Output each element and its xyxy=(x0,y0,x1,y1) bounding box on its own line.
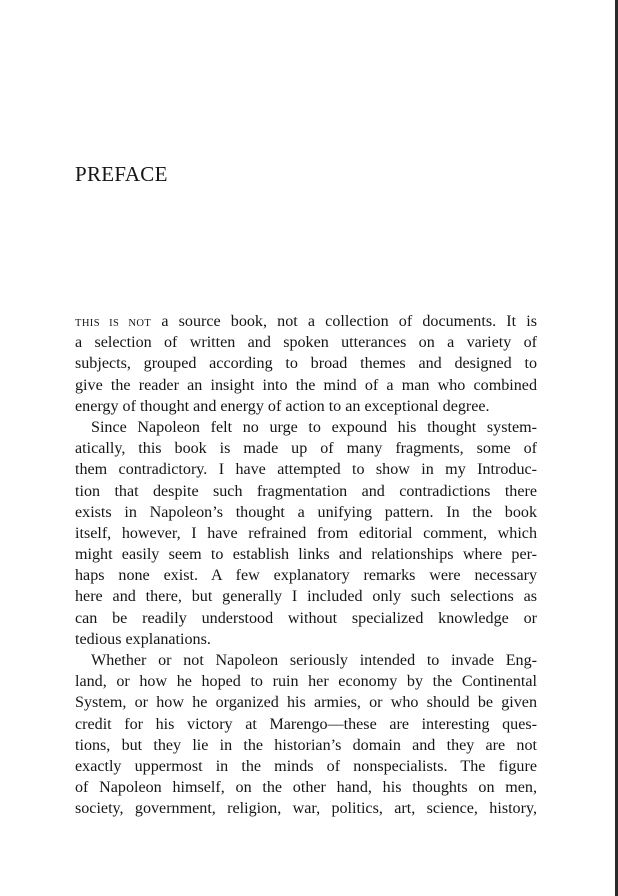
text-line: System, or how he organized his armies, or who should be given xyxy=(75,694,537,712)
preface-body xyxy=(75,311,537,820)
text-line: exists in Napoleon’s thought a unifying pattern. In the book xyxy=(75,503,537,521)
text-line: subjects, grouped according to broad themes and designed to xyxy=(75,355,537,373)
text-line: haps none exist. A few explanatory remarks were necessary xyxy=(75,567,537,585)
text-line: exactly uppermost in the minds of nonspecialists. The figure xyxy=(75,757,537,775)
text-line: Whether or not Napoleon seriously intended to invade Eng- xyxy=(91,652,537,669)
text-line: might easily seem to establish links and relationships where per- xyxy=(75,546,537,564)
text-line: land, or how he hoped to ruin her economy by the Continental xyxy=(75,673,537,691)
text-line: tion that despite such fragmentation and contradictions there xyxy=(75,482,537,500)
text-line: society, government, religion, war, politics, art, science, history, xyxy=(75,800,537,818)
text-line: itself, however, I have refrained from editorial comment, which xyxy=(75,524,537,542)
text-line: tions, but they lie in the historian’s domain and they are not xyxy=(75,736,537,754)
text-line: them contradictory. I have attempted to show in my Introduc- xyxy=(75,461,537,479)
text-line: credit for his victory at Marengo—these are interesting ques- xyxy=(75,715,537,733)
text-line xyxy=(75,311,537,332)
page-title: PREFACE xyxy=(75,162,168,186)
text-line: here and there, but generally I included only such selections as xyxy=(75,588,537,606)
small-caps-lead-in: THIS IS NOT xyxy=(75,318,152,329)
text-line: energy of thought and energy of action to an exceptional degree. xyxy=(75,397,490,415)
text-line: give the reader an insight into the mind of a man who combined xyxy=(75,376,537,394)
text-line: tedious explanations. xyxy=(75,630,211,648)
text-line: Since Napoleon felt no urge to expound his thought system- xyxy=(91,418,537,436)
text-line: can be readily understood without specialized knowledge or xyxy=(75,609,537,627)
text-line: of Napoleon himself, on the other hand, his thoughts on men, xyxy=(75,779,537,797)
text-line: a selection of written and spoken utterances on a variety of xyxy=(75,334,537,352)
text-line-content: a source book, not a collection of documents. It is xyxy=(151,313,537,330)
text-line: atically, this book is made up of many fragments, some of xyxy=(75,440,537,458)
